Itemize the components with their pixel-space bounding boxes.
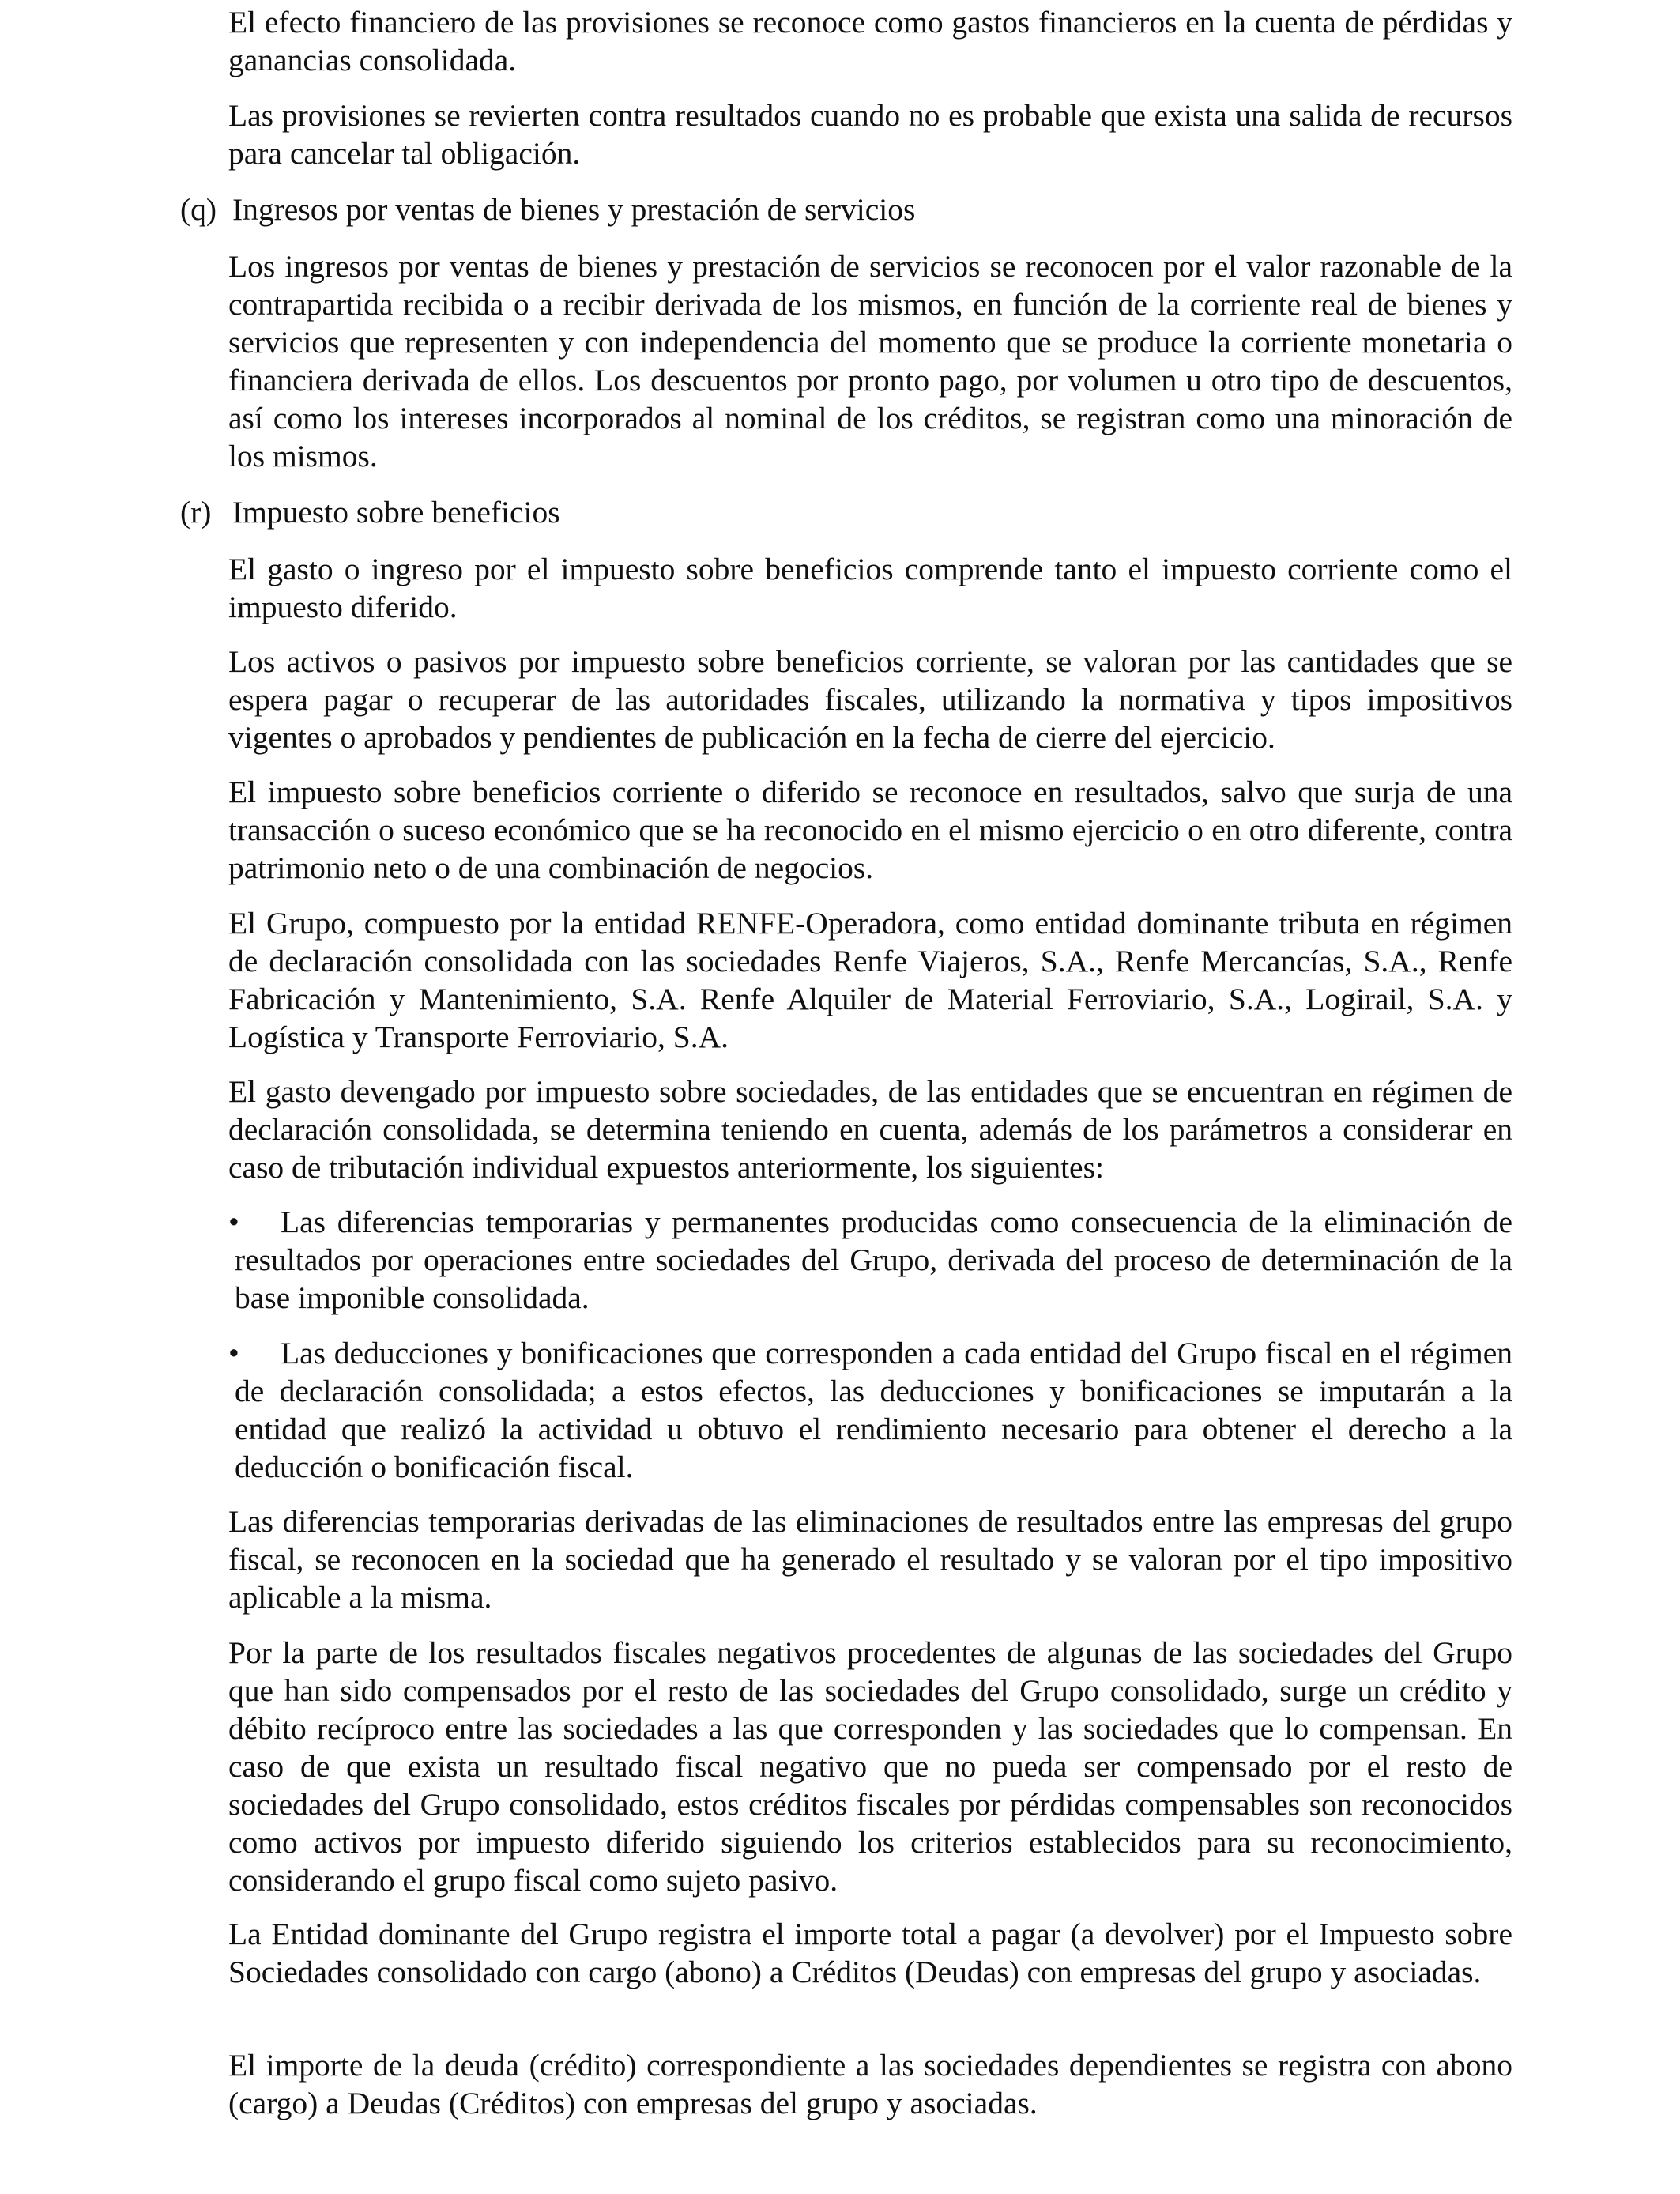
section-heading-r [180,493,560,531]
paragraph-negative-tax-results: Por la parte de los resultados fiscales negativos procedentes de algunas de las sociedades del Grupo que han sido compensados por el resto de las sociedades del Grupo consolidado, surge un crédito y débito recíproco entre las sociedades a las que corresponden y las sociedades que lo compensan. En caso de que exista un resultado fiscal negativo que no pueda ser compensado por el resto de sociedades del Grupo consolidado, estos créditos fiscales por pérdidas compensables son reconocidos como activos por impuesto diferido siguiendo los criterios establecidos para su reconocimiento, considerando el grupo fiscal como sujeto pasivo. [228,1635,1512,1898]
paragraph-current-tax-valuation: Los activos o pasivos por impuesto sobre beneficios corriente, se valoran por las cantidades que se espera pagar o recuperar de las autoridades fiscales, utilizando la normativa y tipos impositivos vigentes o aprobados y pendientes de publicación en la fecha de cierre del ejercicio. [228,644,1512,755]
bullet-item [228,1203,1512,1317]
paragraph-group-composition: El Grupo, compuesto por la entidad RENFE-Operadora, como entidad dominante tributa en régimen de declaración consolidada con las sociedades Renfe Viajeros, S.A., Renfe Mercancías, S.A., Renfe Fabricación y Mantenimiento, S.A. Renfe Alquiler de Material Ferroviario, S.A., Logirail, S.A. y Logística y Transporte Ferroviario, S.A. [228,906,1512,1054]
bullet-icon: • [228,1336,239,1370]
section-title-r: Impuesto sobre beneficios [232,495,560,530]
section-heading-q [180,190,915,228]
paragraph-tax-recognition: El impuesto sobre beneficios corriente o diferido se reconoce en resultados, salvo que surja de una transacción o suceso económico que se ha reconocido en el mismo ejercicio o en otro diferente, contra patrimonio neto o de una combinación de negocios. [228,775,1512,885]
bullet-text: Las deducciones y bonificaciones que corresponden a cada entidad del Grupo fiscal en el régimen de declaración consolidada; a estos efectos, las deducciones y bonificaciones se imputarán a la entidad que realizó la actividad u obtuvo el rendimiento necesario para obtener el derecho a la deducción o bonificación fiscal. [235,1336,1512,1484]
bullet-text: Las diferencias temporarias y permanentes producidas como consecuencia de la eliminación de resultados por operaciones entre sociedades del Grupo, derivada del proceso de determinación de la base imponible consolidada. [235,1204,1512,1315]
paragraph-consolidated-tax-expense: El gasto devengado por impuesto sobre sociedades, de las entidades que se encuentran en régimen de declaración consolidada, se determina teniendo en cuenta, además de los parámetros a considerar en caso de tributación individual expuestos anteriormente, los siguientes: [228,1074,1512,1185]
paragraph-revenue-recognition: Los ingresos por ventas de bienes y prestación de servicios se reconocen por el valor razonable de la contrapartida recibida o a recibir derivada de los mismos, en función de la corriente real de bienes y servicios que representen y con independencia del momento que se produce la corriente monetaria o financiera derivada de ellos. Los descuentos por pronto pago, por volumen u otro tipo de descuentos, así como los intereses incorporados al nominal de los créditos, se registran como una minoración de los mismos. [228,249,1512,473]
section-letter-q: (q) [180,192,217,227]
paragraph-provisions-reversal: Las provisiones se revierten contra resultados cuando no es probable que exista una salida de recursos para cancelar tal obligación. [228,98,1512,171]
paragraph-provisions-financial-effect: El efecto financiero de las provisiones se reconoce como gastos financieros en la cuenta de pérdidas y ganancias consolidada. [228,5,1512,77]
paragraph-parent-tax-payable: La Entidad dominante del Grupo registra el importe total a pagar (a devolver) por el Impuesto sobre Sociedades consolidado con cargo (abono) a Créditos (Deudas) con empresas del grupo y asociadas. [228,1917,1512,1989]
paragraph-subsidiary-debt: El importe de la deuda (crédito) correspondiente a las sociedades dependientes se registra con abono (cargo) a Deudas (Créditos) con empresas del grupo y asociadas. [228,2048,1512,2120]
bullet-icon: • [228,1204,239,1239]
paragraph-temporary-differences: Las diferencias temporarias derivadas de las eliminaciones de resultados entre las empresas del grupo fiscal, se reconocen en la sociedad que ha generado el resultado y se valoran por el tipo impositivo aplicable a la misma. [228,1504,1512,1615]
bullet-item [228,1334,1512,1486]
section-title-q: Ingresos por ventas de bienes y prestación de servicios [232,192,916,227]
section-letter-r: (r) [180,495,212,530]
paragraph-tax-expense: El gasto o ingreso por el impuesto sobre beneficios comprende tanto el impuesto corriente como el impuesto diferido. [228,552,1512,624]
